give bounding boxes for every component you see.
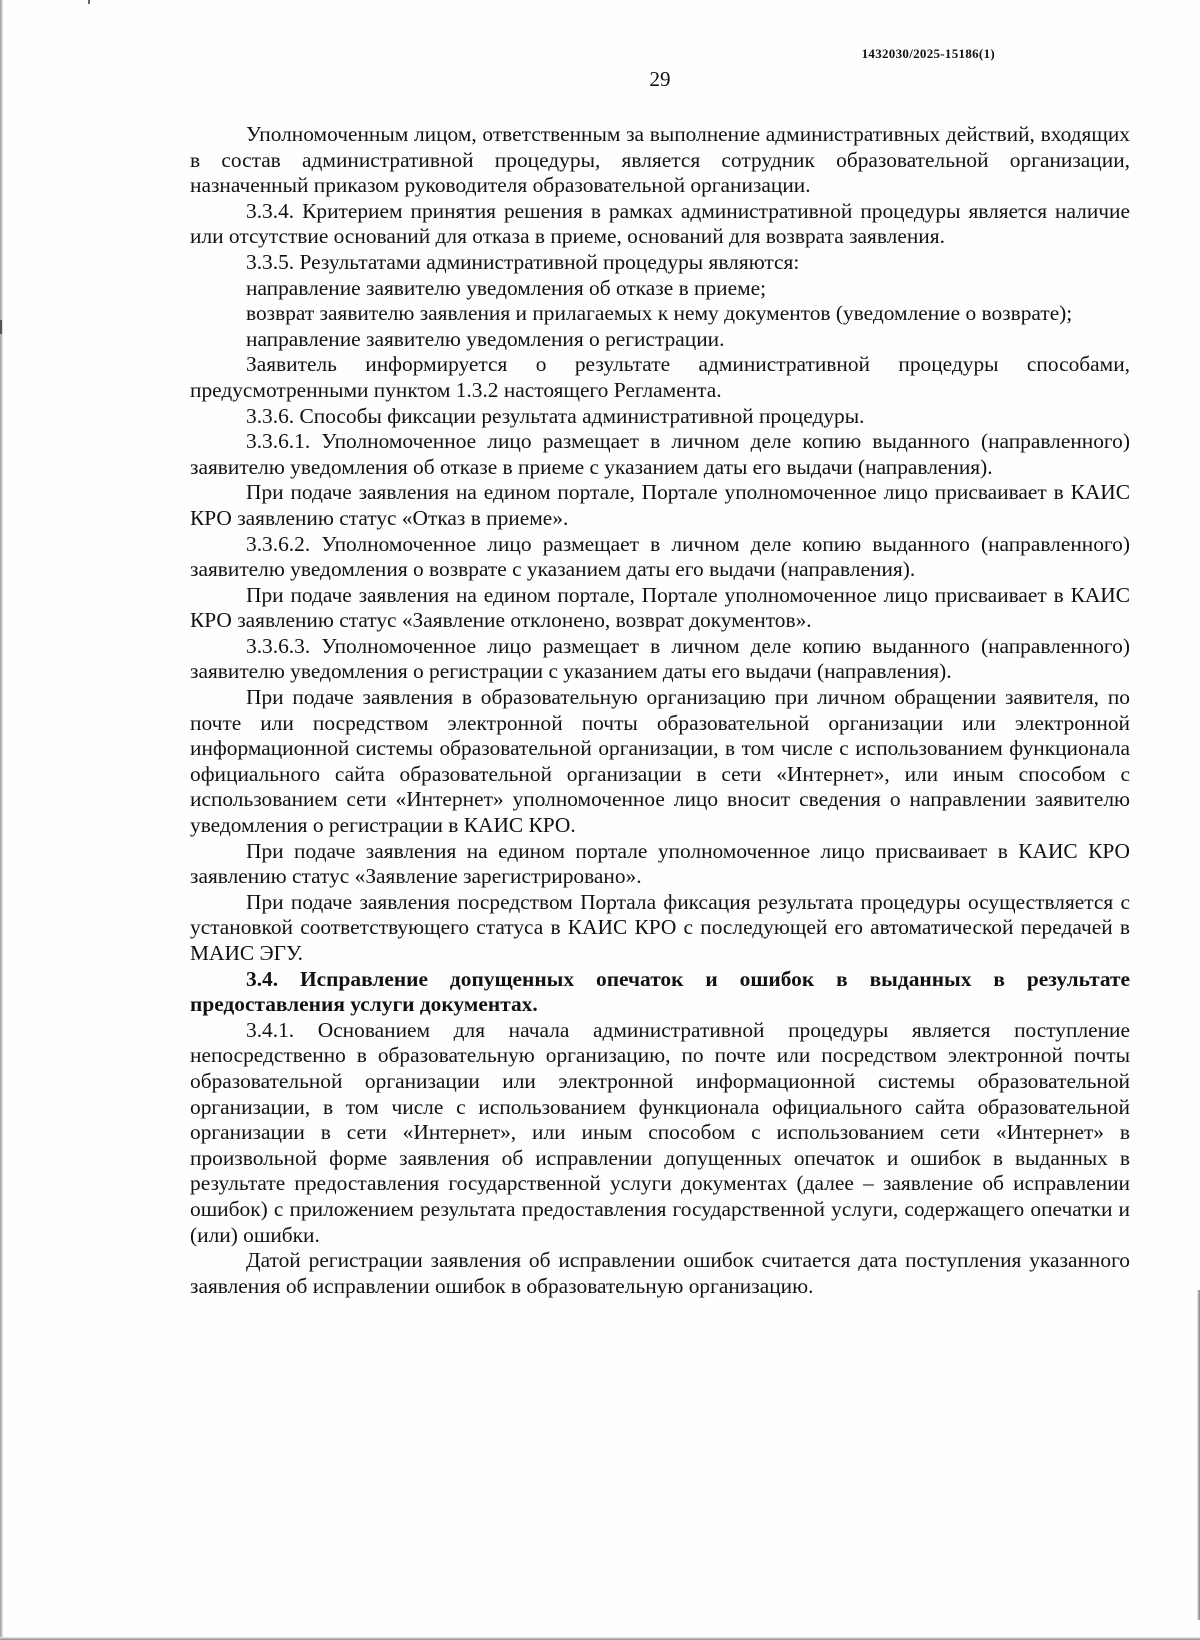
paragraph: При подаче заявления на едином портале, Портале уполномоченное лицо присваивает в КАИС КРО заявлению статус «Отказ в приеме». — [190, 480, 1130, 530]
paragraph: При подаче заявления на едином портале, Портале уполномоченное лицо присваивает в КАИС КРО заявлению статус «Заявление отклонено, возврат документов». — [190, 582, 1130, 633]
paragraph: При подаче заявления на едином портале уполномоченное лицо присваивает в КАИС КРО заявлению статус «Заявление зарегистрировано». — [190, 838, 1130, 889]
paragraph: 3.3.5. Результатами административной процедуры являются: — [246, 249, 800, 274]
paragraph: При подаче заявления в образовательную организацию при личном обращении заявителя, по почте или посредством электронной почты образовательной организации или электронной информационной системы образовательной организации, в том числе с использованием функционала официального сайта образовательной организации в сети «Интернет», или иным способом с использованием сети «Интернет» уполномоченное лицо вносит сведения о направлении заявителю уведомления о регистрации в КАИС КРО. — [190, 685, 1130, 838]
paragraph: При подаче заявления посредством Портала фиксация результата процедуры осуществляется с установкой соответствующего статуса в КАИС КРО с последующей его автоматической передачей в МАИС ЭГУ. — [190, 889, 1130, 965]
paragraph: возврат заявителю заявления и прилагаемых к нему документов (уведомление о возврате); — [246, 301, 1073, 326]
paragraph: 3.3.4. Критерием принятия решения в рамках административной процедуры является наличие или отсутствие оснований для отказа в приеме, оснований для возврата заявления. — [190, 198, 1130, 249]
scan-top-mark — [88, 0, 90, 4]
paragraph: 3.3.6.3. Уполномоченное лицо размещает в личном деле копию выданного (направленного) заявителю уведомления о регистрации с указанием даты его выдачи (направления). — [190, 633, 1130, 684]
document-body — [190, 122, 1130, 1299]
paragraph: 3.4.1. Основанием для начала административной процедуры является поступление непосредственно в образовательную организацию, по почте или посредством электронной почты образовательной организации или электронной информационной системы образовательной организации, в том числе с использованием функционала официального сайта образовательной организации в сети «Интернет», или иным способом с использованием сети «Интернет» в произвольной форме заявления об исправлении допущенных опечаток и ошибок в выданных в результате предоставления государственной услуги документах (далее – заявление об исправлении ошибок) с приложением результата предоставления государственной услуги, содержащего опечатки и (или) ошибки. — [190, 1017, 1130, 1247]
section-heading: 3.4. Исправление допущенных опечаток и ошибок в выданных в результате предоставления услуги документах. — [190, 966, 1130, 1017]
page-number: 29 — [649, 67, 671, 91]
scan-left-edge — [0, 0, 3, 1640]
paragraph: 3.3.6.1. Уполномоченное лицо размещает в личном деле копию выданного (направленного) заявителю уведомления об отказе в приеме с указанием даты его выдачи (направления). — [190, 429, 1130, 479]
document-id: 1432030/2025-15186(1) — [861, 46, 995, 61]
scan-left-mark — [0, 320, 2, 334]
paragraph: Заявитель информируется о результате административной процедуры способами, предусмотренными пунктом 1.3.2 настоящего Регламента. — [190, 352, 1130, 402]
paragraph: направление заявителю уведомления о регистрации. — [246, 326, 725, 351]
paragraph: 3.3.6.2. Уполномоченное лицо размещает в личном деле копию выданного (направленного) заявителю уведомления о возврате с указанием даты его выдачи (направления). — [190, 531, 1130, 582]
paragraph: Уполномоченным лицом, ответственным за выполнение административных действий, входящих в состав административной процедуры, является сотрудник образовательной организации, назначенный приказом руководителя образовательной организации. — [190, 122, 1130, 198]
paragraph: 3.3.6. Способы фиксации результата административной процедуры. — [246, 403, 865, 428]
paragraph: Датой регистрации заявления об исправлении ошибок считается дата поступления указанного заявления об исправлении ошибок в образовательную организацию. — [190, 1248, 1130, 1298]
paragraph: направление заявителю уведомления об отказе в приеме; — [246, 275, 767, 300]
